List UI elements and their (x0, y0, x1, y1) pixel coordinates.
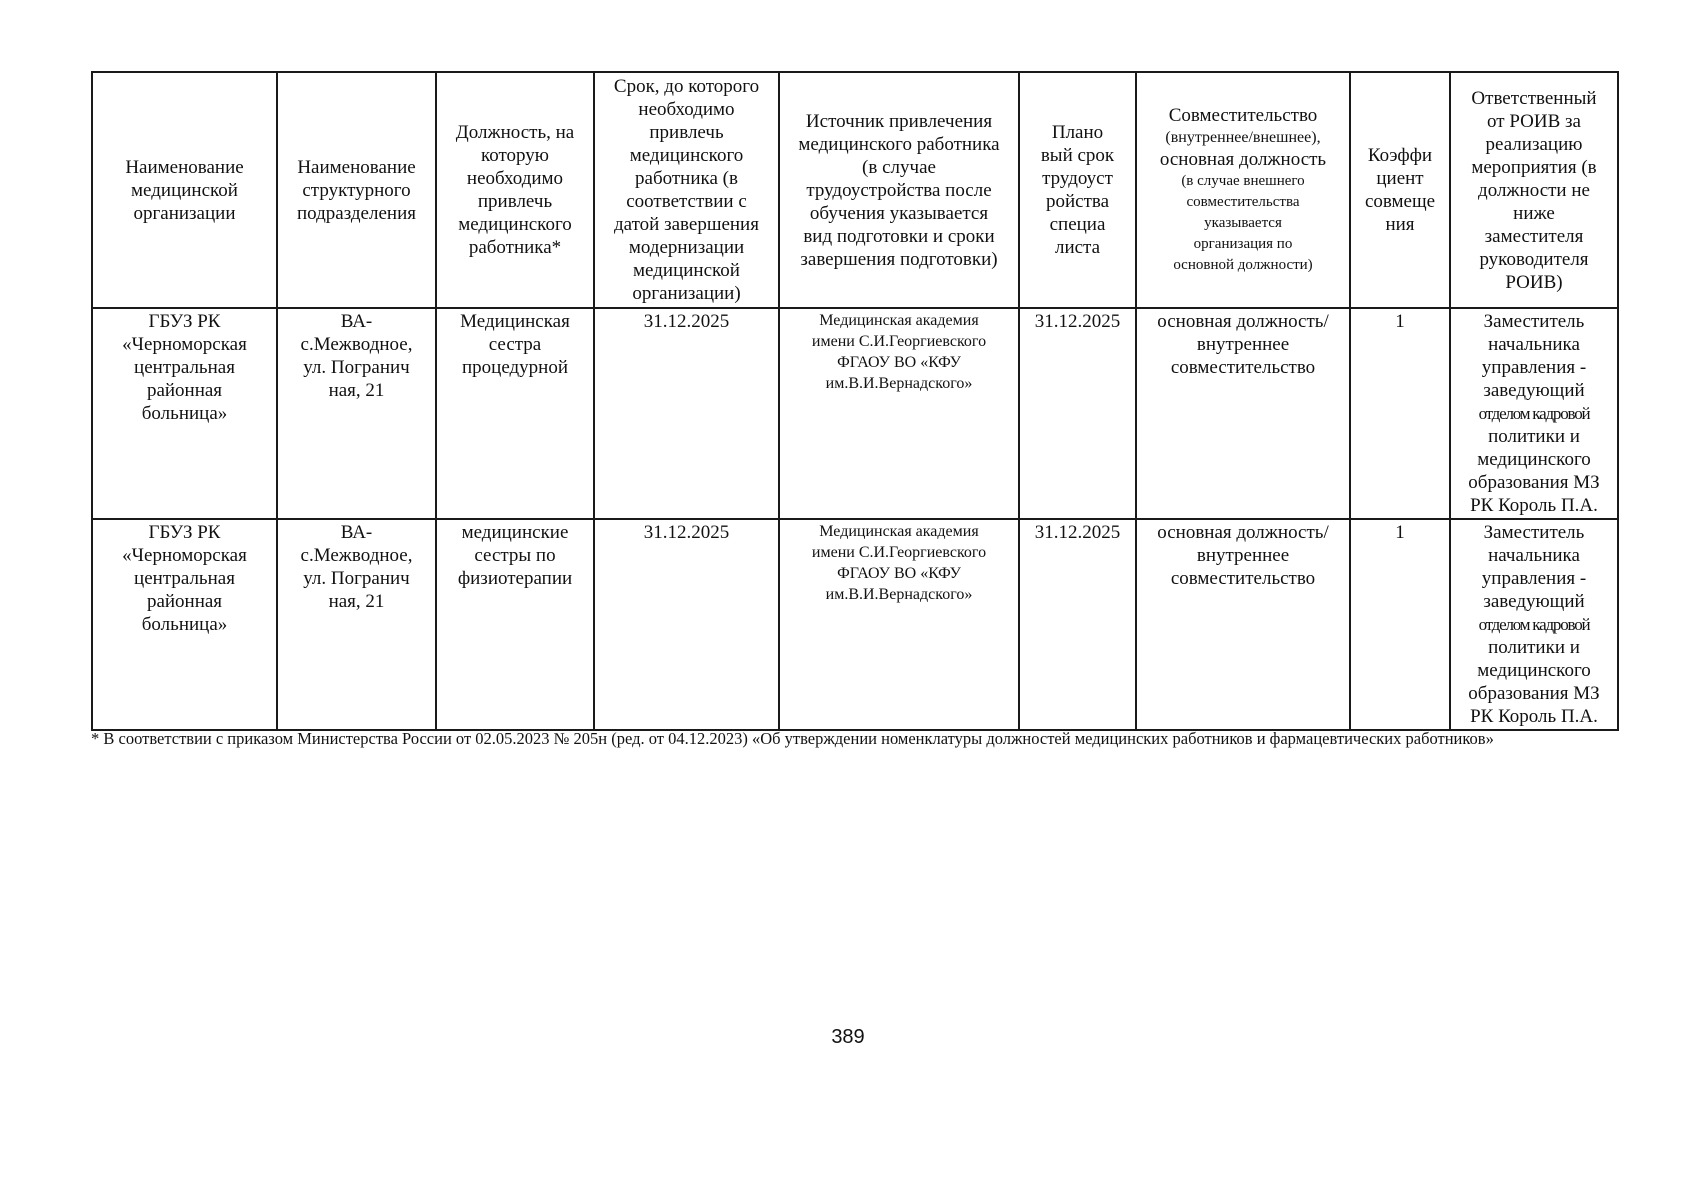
cell-responsible: Заместитель начальника управления - заведующий отделом кадровой политики и медицинского образования МЗ РК Король П.А. (1450, 519, 1618, 730)
cell-coefficient: 1 (1350, 519, 1450, 730)
cell-organization: ГБУЗ РК «Черноморская центральная районная больница» (92, 519, 277, 730)
cell-deadline: 31.12.2025 (594, 308, 779, 519)
cell-combination: основная должность/ внутреннее совместительство (1136, 308, 1350, 519)
cell-planned-date: 31.12.2025 (1019, 519, 1136, 730)
header-row (92, 72, 1618, 308)
cell-position: Медицинская сестра процедурной (436, 308, 594, 519)
cell-responsible: Заместитель начальника управления - заведующий отделом кадровой политики и медицинского образования МЗ РК Король П.А. (1450, 308, 1618, 519)
table-row (92, 519, 1618, 730)
header-organization: Наименование медицинской организации (92, 72, 277, 308)
page-number: 389 (831, 1026, 865, 1048)
staffing-table (91, 71, 1619, 731)
cell-planned-date: 31.12.2025 (1019, 308, 1136, 519)
cell-source: Медицинская академия имени С.И.Георгиевского ФГАОУ ВО «КФУ им.В.И.Вернадского» (779, 519, 1019, 730)
cell-position: медицинские сестры по физиотерапии (436, 519, 594, 730)
cell-deadline: 31.12.2025 (594, 519, 779, 730)
header-planned-date: Плано вый срок трудоуст ройства специа листа (1019, 72, 1136, 308)
header-source: Источник привлечения медицинского работника (в случае трудоустройства после обучения указывается вид подготовки и сроки завершения подготовки) (779, 72, 1019, 308)
table-row (92, 308, 1618, 519)
header-deadline: Срок, до которого необходимо привлечь медицинского работника (в соответствии с датой завершения модернизации медицинской организации) (594, 72, 779, 308)
footnote: * В соответствии с приказом Министерства России от 02.05.2023 № 205н (ред. от 04.12.2023) «Об утверждении номенклатуры должностей медицинских работников и фармацевтических работников» (91, 729, 1494, 748)
header-coefficient: Коэффи циент совмеще ния (1350, 72, 1450, 308)
header-responsible: Ответственный от РОИВ за реализацию мероприятия (в должности не ниже заместителя руководителя РОИВ) (1450, 72, 1618, 308)
header-subdivision: Наименование структурного подразделения (277, 72, 436, 308)
cell-organization: ГБУЗ РК «Черноморская центральная районная больница» (92, 308, 277, 519)
cell-source: Медицинская академия имени С.И.Георгиевского ФГАОУ ВО «КФУ им.В.И.Вернадского» (779, 308, 1019, 519)
header-position: Должность, на которую необходимо привлечь медицинского работника* (436, 72, 594, 308)
cell-coefficient: 1 (1350, 308, 1450, 519)
cell-combination: основная должность/ внутреннее совместительство (1136, 519, 1350, 730)
header-combination: Совместительство (внутреннее/внешнее), основная должность (в случае внешнего совместительства указывается организация по основной должности) (1136, 72, 1350, 308)
cell-subdivision: ВА- с.Межводное, ул. Погранич ная, 21 (277, 308, 436, 519)
cell-subdivision: ВА- с.Межводное, ул. Погранич ная, 21 (277, 519, 436, 730)
